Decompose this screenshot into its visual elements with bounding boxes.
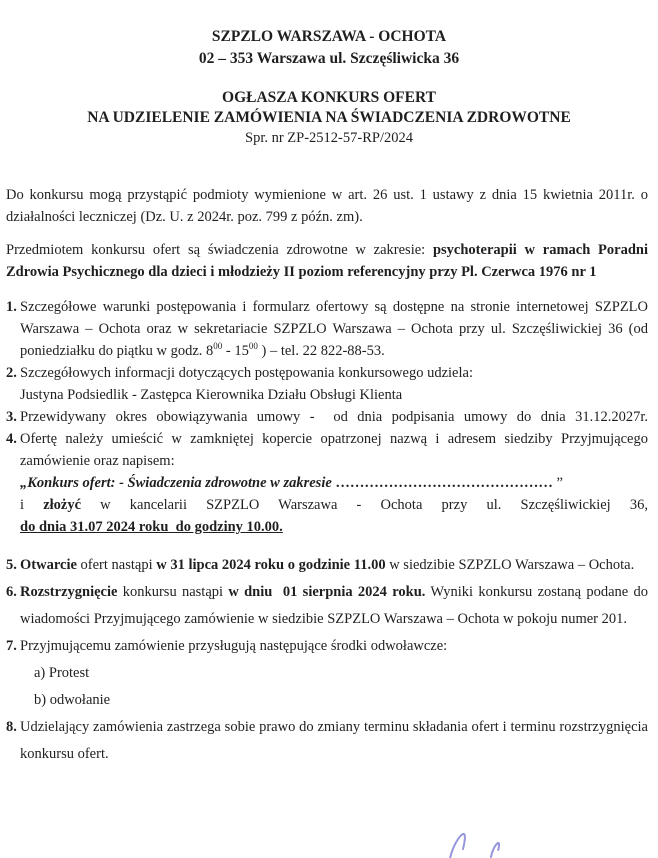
- text-segment: Justyna Podsiedlik - Zastępca Kierownika Działu Obsługi Klienta: [20, 387, 403, 403]
- text-segment: w dniu 01 sierpnia 2024 roku.: [228, 584, 426, 600]
- text-segment: konkursu nastąpi: [117, 584, 229, 600]
- paragraph: [20, 428, 648, 472]
- text-segment: 00: [248, 341, 258, 352]
- numbered-list: [6, 296, 648, 768]
- announcement-title: [0, 88, 658, 148]
- paragraph: [34, 660, 648, 687]
- text-segment: „Konkurs ofert: - Świadczenia zdrowotne w zakresie: [20, 475, 336, 491]
- text-segment: ………………………………………: [335, 475, 553, 491]
- text-segment: psychoterapii w ramach Poradni Zdrowia Psychicznego dla dzieci i młodzieży II poziom referencyjny przy Pl. Czerwca 1976 nr 1: [6, 242, 649, 280]
- paragraph: [20, 296, 648, 362]
- item-number: 3.: [6, 409, 17, 425]
- text-segment: Przedmiotem konkursu ofert są świadczenia zdrowotne w zakresie:: [6, 242, 433, 258]
- list-item-4: [6, 428, 648, 538]
- list-item-7: [6, 633, 648, 714]
- text-segment: ofert nastąpi: [76, 557, 157, 573]
- paragraph: [20, 362, 648, 384]
- handwritten-signature-ink: [436, 832, 526, 858]
- list-item-1: [6, 296, 648, 362]
- list-item-8: [6, 714, 648, 768]
- paragraph: [20, 516, 648, 538]
- text-segment: a) Protest: [34, 665, 90, 681]
- text-segment: Otwarcie: [20, 557, 77, 573]
- intro-paragraph-eligibility: [6, 184, 648, 228]
- text-segment: Rozstrzygnięcie: [20, 584, 118, 600]
- item-number: 5.: [6, 557, 17, 573]
- text-segment: Szczegółowe warunki postępowania i formularz ofertowy są dostępne na stronie internetowej SZPZLO Warszawa – Ochota oraz w sekretariacie SZPZLO Warszawa – Ochota przy ul. Szczęśliwickiej 36 (od poniedziałku do piątku w godz. 8: [20, 299, 648, 359]
- text-segment: ) – tel. 22 822-88-53.: [257, 343, 385, 359]
- text-segment: ”: [552, 475, 563, 491]
- text-segment: b) odwołanie: [34, 692, 111, 708]
- text-segment: Szczegółowych informacji dotyczących postępowania konkursowego udziela:: [20, 365, 473, 381]
- item-number: 4.: [6, 431, 17, 447]
- org-name: SZPZLO WARSZAWA - OCHOTA: [211, 28, 447, 45]
- text-segment: do dnia 31.07 2024 roku do godziny 10.00.: [20, 519, 283, 535]
- list-item-6: [6, 579, 648, 633]
- list-item-3: [6, 406, 648, 428]
- text-segment: 00: [213, 341, 223, 352]
- paragraph: [20, 579, 648, 633]
- text-segment: Przyjmującemu zamówienie przysługują następujące środki odwoławcze:: [20, 638, 448, 654]
- item-number: 7.: [6, 638, 17, 654]
- text-segment: - 15: [222, 343, 249, 359]
- text-segment: w 31 lipca 2024 roku o godzinie 11.00: [156, 557, 386, 573]
- document-header: [0, 0, 658, 148]
- announcement-line2: NA UDZIELENIE ZAMÓWIENIA NA ŚWIADCZENIA ZDROWOTNE: [87, 109, 571, 126]
- text-segment: w siedzibie SZPZLO Warszawa – Ochota.: [385, 557, 635, 573]
- text-segment: Przewidywany okres obowiązywania umowy - od dnia podpisania umowy do dnia 31.12.2027r.: [20, 409, 648, 425]
- announcement-line1: OGŁASZA KONKURS OFERT: [222, 89, 436, 106]
- paragraph: [20, 384, 648, 406]
- item-number: 6.: [6, 584, 17, 600]
- text-segment: w kancelarii SZPZLO Warszawa - Ochota przy ul. Szczęśliwickiej 36,: [81, 497, 648, 513]
- intro-paragraph-subject: [6, 239, 648, 283]
- text-segment: Ofertę należy umieścić w zamkniętej kopercie opatrzonej nazwą i adresem siedziby Przyjmującego zamówienie oraz napisem:: [20, 431, 648, 469]
- item-number: 8.: [6, 719, 17, 735]
- text-segment: Do konkursu mogą przystąpić podmioty wymienione w art. 26 ust. 1 ustawy z dnia 15 kwietnia 2011r. o działalności leczniczej (Dz. U. z 2024r. poz. 799 z późn. zm).: [6, 187, 648, 225]
- paragraph: [20, 552, 648, 579]
- text-segment: złożyć: [43, 497, 82, 513]
- paragraph: [20, 406, 648, 428]
- text-segment: Udzielający zamówienia zastrzega sobie prawo do zmiany terminu składania ofert i terminu rozstrzygnięcia konkursu ofert.: [20, 719, 648, 762]
- case-number: Spr. nr ZP-2512-57-RP/2024: [245, 130, 413, 146]
- org-address: 02 – 353 Warszawa ul. Szczęśliwicka 36: [198, 50, 460, 67]
- paragraph: [20, 714, 648, 768]
- paragraph: [20, 633, 648, 660]
- list-item-5: [6, 552, 648, 579]
- text-segment: Wyniki konkursu zostaną podane do wiadomości Przyjmującego zamówienie w siedzibie SZPZLO Warszawa – Ochota w pokoju numer 201.: [20, 584, 649, 627]
- text-segment: i: [20, 497, 44, 513]
- paragraph: [20, 494, 648, 516]
- paragraph: [34, 687, 648, 714]
- item-number: 1.: [6, 299, 17, 315]
- document-body: [0, 184, 658, 768]
- item-number: 2.: [6, 365, 17, 381]
- list-item-2: [6, 362, 648, 406]
- paragraph: [20, 472, 648, 494]
